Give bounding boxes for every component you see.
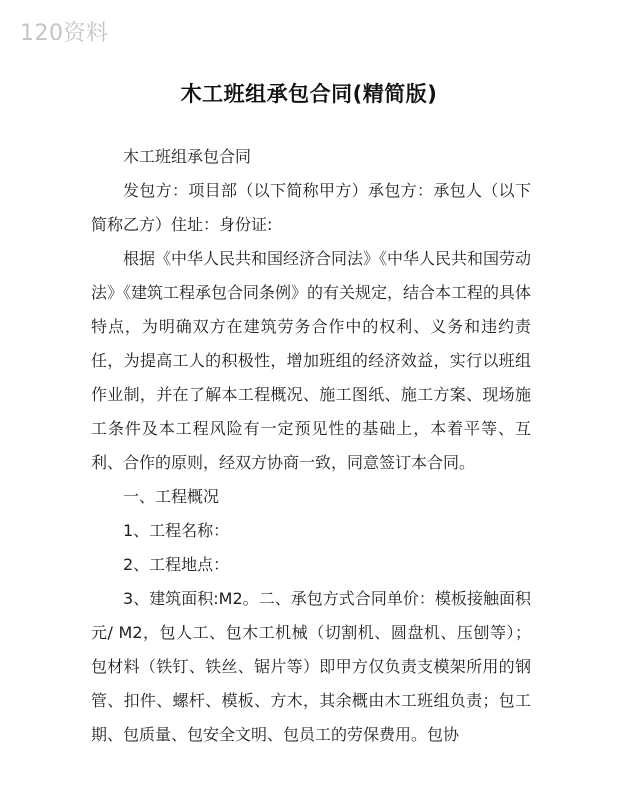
paragraph-project-location: 2、工程地点： (123, 555, 230, 574)
document-title: 木工班组承包合同(精简版) (180, 82, 438, 106)
paragraph-preamble: 根据《中华人民共和国经济合同法》《中华人民共和国劳动法》《建筑工程承包合同条例》的有关规定，结合本工程的具体特点，为明确双方在建筑劳务合作中的权利、义务和违约责任，为提高工人的积极性，增加班组的经济效益，实行以班组作业制，并在了解本工程概况、施工图纸、施工方案、现场施工条件及本工程风险有一定预见性的基础上，本着平等、互利、合作的原则，经双方协商一致，同意签订本合同。 (91, 249, 532, 472)
paragraph-project-name: 1、工程名称： (123, 521, 230, 540)
paragraph-building-area-and-contract-terms: 3、建筑面积:M2。二、承包方式合同单价：模板接触面积元/ M2，包人工、包木工机械（切割机、圆盘机、压刨等）；包材料（铁钉、铁丝、锯片等）即甲方仅负责支模架所用的钢管、扣件、螺杆、模板、方木，其余概由木工班组负责；包工期、包质量、包安全文明、包员工的劳保费用。包协 (91, 589, 531, 744)
section-heading-project-overview: 一、工程概况 (123, 487, 220, 506)
document-body (91, 140, 531, 752)
paragraph-contract-name: 木工班组承包合同 (123, 147, 252, 166)
watermark-logo: 120资料 (20, 21, 109, 46)
paragraph-parties: 发包方：项目部（以下简称甲方）承包方：承包人（以下简称乙方）住址：身份证: (91, 181, 531, 234)
